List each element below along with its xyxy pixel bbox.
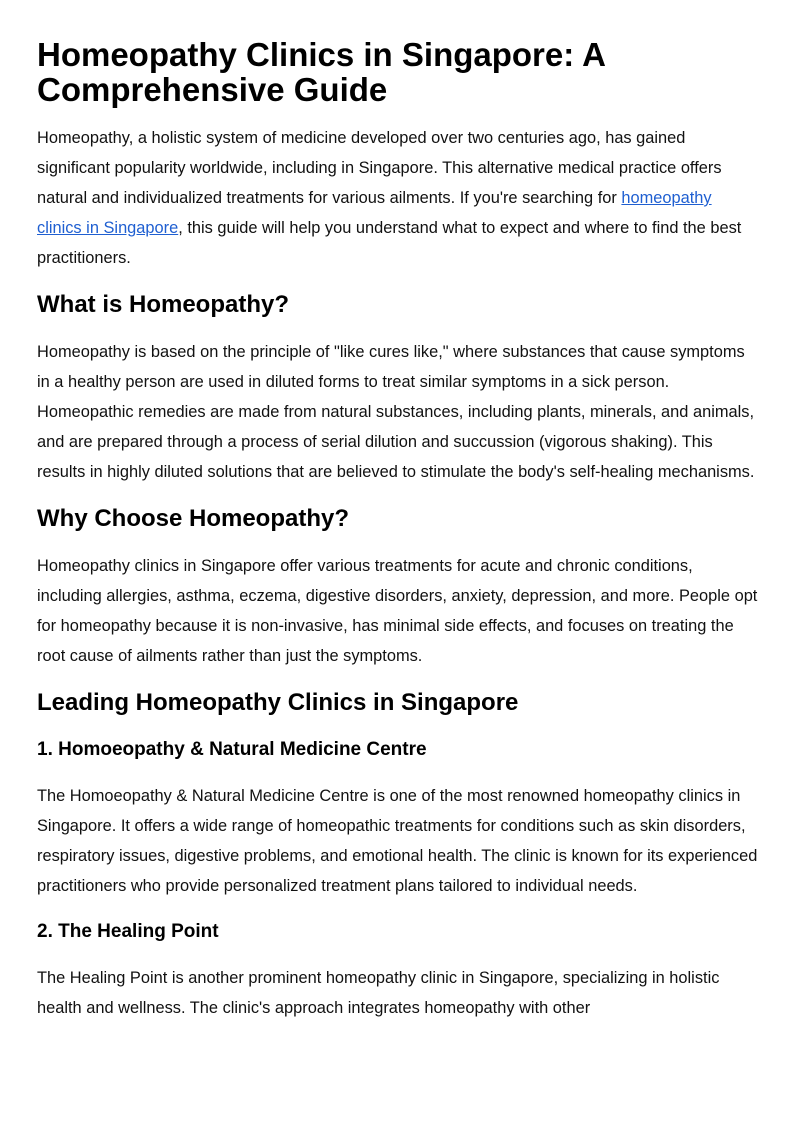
section-heading-what-is: What is Homeopathy?: [37, 291, 290, 318]
intro-paragraph: [37, 123, 759, 273]
section-heading-leading-clinics: Leading Homeopathy Clinics in Singapore: [37, 689, 519, 716]
homeopathy-clinics-link[interactable]: homeopathy clinics in Singapore: [37, 189, 712, 237]
clinic-paragraph-2: The Healing Point is another prominent homeopathy clinic in Singapore, specializing in holistic health and wellness. The clinic's approach integrates homeopathy with other: [37, 969, 720, 1017]
section-heading-why-choose: Why Choose Homeopathy?: [37, 505, 350, 532]
section-paragraph-why-choose: Homeopathy clinics in Singapore offer various treatments for acute and chronic conditions, including allergies, asthma, eczema, digestive disorders, anxiety, depression, and more. People opt for homeopathy because it is non-invasive, has minimal side effects, and focuses on treating the root cause of ailments rather than just the symptoms.: [37, 557, 758, 665]
intro-text: Homeopathy, a holistic system of medicine developed over two centuries ago, has gained significant popularity worldwide, including in Singapore. This alternative medical practice offers natural and individualized treatments for various ailments. If you're searching for: [37, 129, 722, 207]
section-paragraph-what-is: Homeopathy is based on the principle of "like cures like," where substances that cause symptoms in a healthy person are used in diluted forms to treat similar symptoms in a sick person. Homeopathic remedies are made from natural substances, including plants, minerals, and animals, and are prepared through a process of serial dilution and succussion (vigorous shaking). This results in highly diluted solutions that are believed to stimulate the body's self-healing mechanisms.: [37, 343, 755, 481]
page-title: Homeopathy Clinics in Singapore: A Comprehensive Guide: [37, 36, 605, 108]
intro-text-end: , this guide will help you understand what to expect and where to find the best practitioners.: [37, 219, 742, 267]
clinic-heading-1: 1. Homoeopathy & Natural Medicine Centre: [37, 739, 427, 760]
clinic-heading-2: 2. The Healing Point: [37, 921, 219, 942]
clinic-paragraph-1: The Homoeopathy & Natural Medicine Centre is one of the most renowned homeopathy clinics in Singapore. It offers a wide range of homeopathic treatments for conditions such as skin disorders, respiratory issues, digestive problems, and emotional health. The clinic is known for its experienced practitioners who provide personalized treatment plans tailored to individual needs.: [37, 787, 758, 895]
document: [37, 37, 759, 1023]
